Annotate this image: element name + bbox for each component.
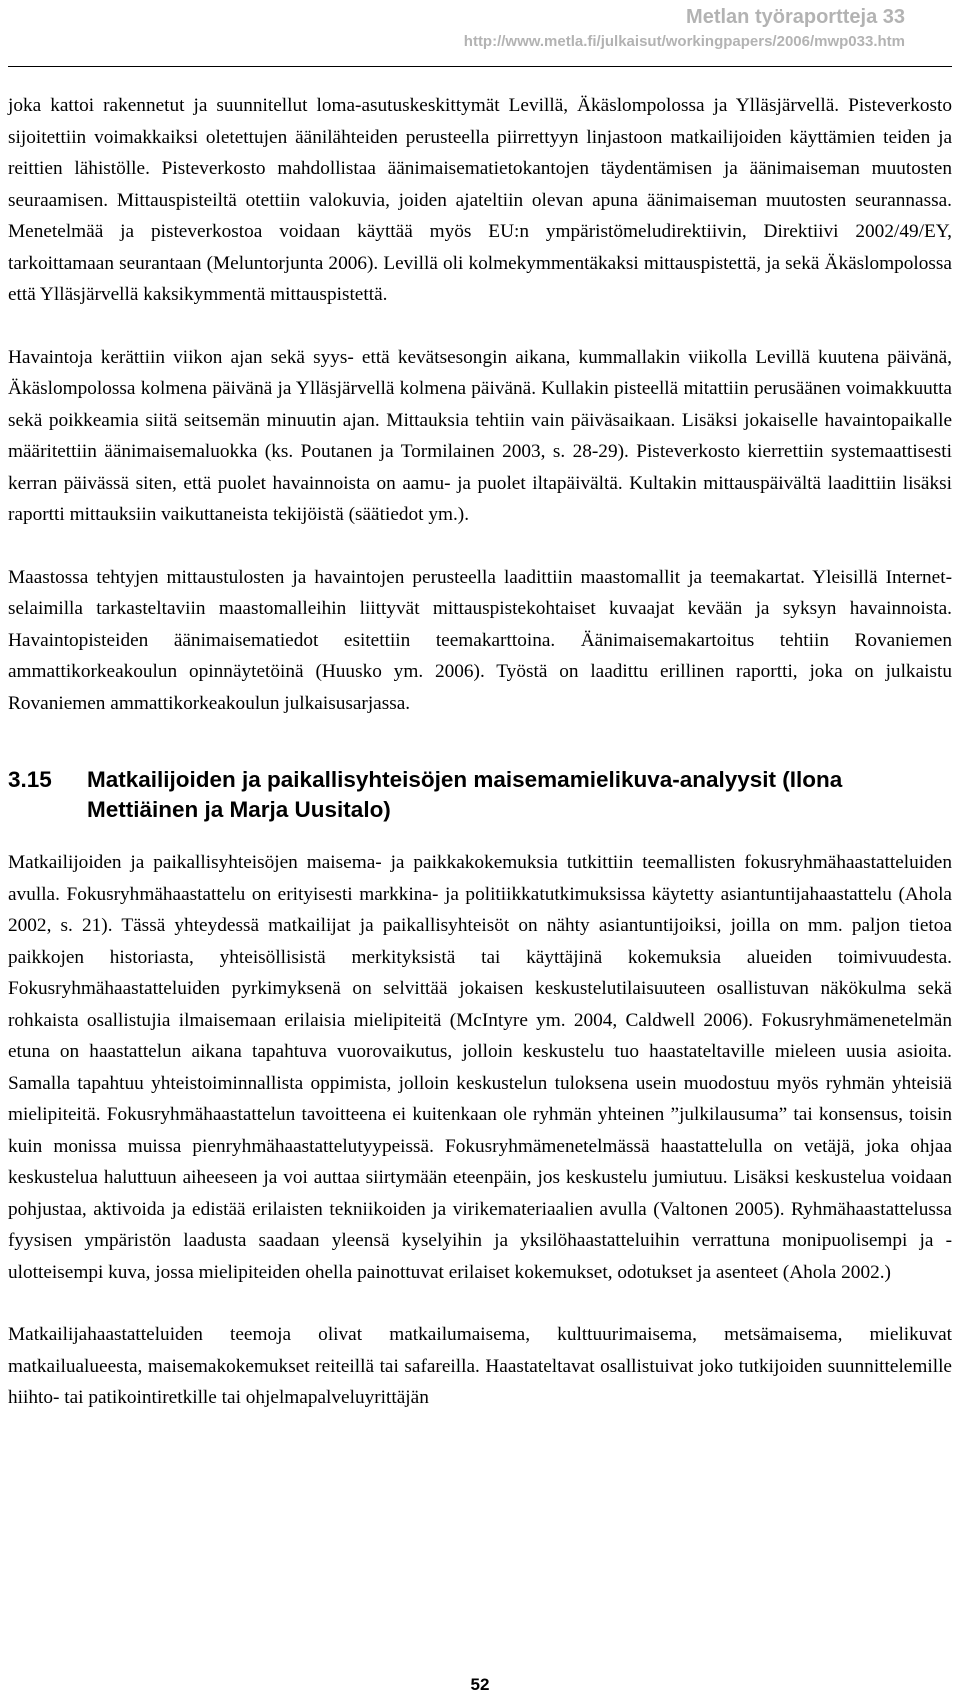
paragraph-spacer (8, 1288, 952, 1319)
page-body (8, 90, 952, 1414)
paragraph-terrain-models: Maastossa tehtyjen mittaustulosten ja havaintojen perusteella laadittiin maastomallit ja teemakartat. Yleisillä Internet-selaimilla tarkasteltaviin maastomalleihin liittyvät mittauspistekohtaiset kuvaajat kevään ja syksyn havainnoista. Havaintopisteiden äänimaisematiedot esitettiin teemakarttoina. Äänimaisemakartoitus tehtiin Rovaniemen ammattikorkeakoulun opinnäytetöinä (Huusko ym. 2006). Työstä on laadittu erillinen raportti, joka on julkaistu Rovaniemen ammattikorkeakoulun julkaisusarjassa. (8, 566, 952, 714)
paragraph-interview-themes: Matkailijahaastatteluiden teemoja olivat matkailumaisema, kulttuurimaisema, metsämaisema, mielikuvat matkailualueesta, maisemakokemukset reiteillä tai safareilla. Haastateltavat osallistuivat joko tutkijoiden suunnittelemille hiihto- tai patikointiretkille tai ohjelmapalveluyrittäjän (8, 1324, 952, 1408)
section-title: Matkailijoiden ja paikallisyhteisöjen maisemamielikuva-analyysit (Ilona Mettiäinen ja Marja Uusitalo) (87, 767, 843, 822)
document-url[interactable]: http://www.metla.fi/julkaisut/workingpapers/2006/mwp033.htm (463, 33, 905, 50)
paragraph-focus-groups: Matkailijoiden ja paikallisyhteisöjen maisema- ja paikkakokemuksia tutkittiin teemallisten fokusryhmähaastatteluiden avulla. Fokusryhmähaastattelu on erityisesti markkina- ja politiikkatutkimuksissa käytetty asiantuntijahaastattelu (Ahola 2002, s. 21). Tässä yhteydessä matkailijat ja paikallisyhteisöt on nähty asiantuntijoiksi, joilla on mm. paljon tietoa paikkojen historiasta, yhteisöllisistä merkityksistä tai käyttäjinä kokemuksia alueiden toimivuudesta. Fokusryhmähaastatteluiden pyrkimyksenä on selvittää jokaisen keskustelutilaisuuteen osallistuvan näkökulma sekä rohkaista osallistujia ilmaisemaan erilaisia mielipiteitä (McIntyre ym. 2004, Caldwell 2006). Fokusryhmämenetelmän etuna on haastattelun aikana tapahtuva vuorovaikutus, jolloin keskustelu tuo haastateltaville mieleen uusia asioita. Samalla tapahtuu yhteistoiminnallista oppimista, jolloin keskustelun tuloksena usein muodostuu myös ryhmän yhteisiä mielipiteitä. Fokusryhmähaastattelun tavoitteena ei kuitenkaan ole ryhmän yhteinen ”julkilausuma” tai konsensus, toisin kuin monissa muissa pienryhmähaastattelutyypeissä. Fokusryhmämenetelmässä haastattelulla on vetäjä, joka ohjaa keskustelua haluttuun aiheeseen ja voi auttaa siirtymään eteenpäin, jos keskustelu jumiutuu. Lisäksi keskustelua voidaan pohjustaa, aktivoida ja edistää erilaisten tekniikoiden ja virikemateriaalien avulla (Valtonen 2005). Ryhmähaastattelussa fyysisen ympäristön laadusta saadaan yleensä kyselyihin ja yksilöhaastatteluihin verrattuna monipuolisempi ja -ulotteisempi kuva, jossa mielipiteiden ohella painottuvat erilaiset kokemukset, odotukset ja asenteet (Ahola 2002.) (8, 852, 952, 1283)
section-heading (8, 765, 952, 825)
paragraph-measurement-network: joka kattoi rakennetut ja suunnitellut loma-asutuskeskittymät Levillä, Äkäslompolossa ja Ylläsjärvellä. Pisteverkosto sijoitettiin voimakkaiksi oletettujen äänilähteiden perusteella piirrettyyn linjastoon matkailijoiden käyttämien teiden ja reittien lähistölle. Pisteverkosto mahdollistaa äänimaisematietokantojen täydentämisen ja äänimaiseman muutosten seuraamisen. Mittauspisteiltä otettiin valokuvia, joiden ajateltiin olevan apuna äänimaiseman muutosten seurannassa. Menetelmää ja pisteverkostoa voidaan käyttää myös EU:n ympäristömeludirektiivin, Direktiivi 2002/49/EY, tarkoittamaan seurantaan (Meluntorjunta 2006). Levillä oli kolmekymmentäkaksi mittauspistettä, ja sekä Äkäslompolossa että Ylläsjärvellä kaksikymmentä mittauspistettä. (8, 95, 952, 305)
page-number: 52 (470, 1675, 490, 1694)
series-title: Metlan työraportteja 33 (686, 6, 905, 28)
paragraph-spacer (8, 311, 952, 342)
running-header (464, 4, 905, 54)
paragraph-observations: Havaintoja kerättiin viikon ajan sekä syys- että kevätsesongin aikana, kummallakin viikolla Levillä kuutena päivänä, Äkäslompolossa kolmena päivänä ja Ylläsjärvellä kolmena päivänä. Kullakin pisteellä mitattiin perusäänen voimakkuutta sekä poikkeamia siitä seitsemän minuutin ajan. Mittauksia tehtiin vain päiväsaikaan. Lisäksi jokaiselle havaintopaikalle määritettiin äänimaisemaluokka (ks. Poutanen ja Tormilainen 2003, s. 28-29). Pisteverkosto kierrettiin systemaattisesti kerran päivässä siten, että puolet havainnoista on aamu- ja puolet iltapäivältä. Kultakin mittauspäivältä laadittiin lisäksi raportti mittauksiin vaikuttaneista tekijöistä (säätiedot ym.). (8, 346, 952, 525)
paragraph-spacer (8, 531, 952, 562)
header-divider (8, 66, 952, 67)
section-number: 3.15 (8, 767, 52, 792)
